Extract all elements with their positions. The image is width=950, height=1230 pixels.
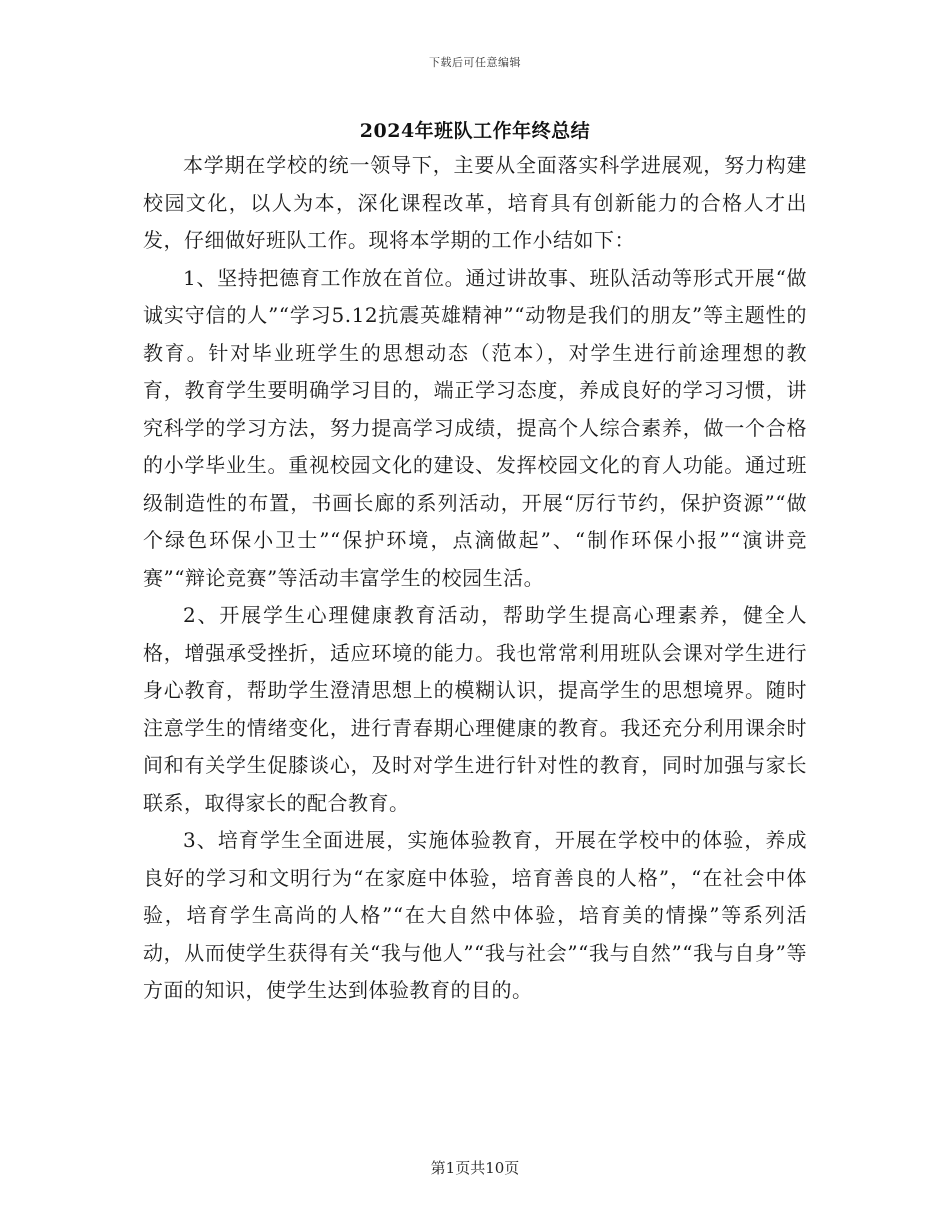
document-title: 2024年班队工作年终总结 <box>359 120 591 142</box>
page-number: 第1页共10页 <box>430 1159 520 1177</box>
paragraph-intro: 本学期在学校的统一领导下，主要从全面落实科学进展观，努力构建校园文化，以人为本，深化课程改革，培育具有创新能力的合格人才出发，仔细做好班队工作。现将本学期的工作小结如下： <box>143 153 807 252</box>
paragraph-item-1: 1、坚持把德育工作放在首位。通过讲故事、班队活动等形式开展“做诚实守信的人”“学习5.12抗震英雄精神”“动物是我们的朋友”等主题性的教育。针对毕业班学生的思想动态（范本），对学生进行前途理想的教育，教育学生要明确学习目的，端正学习态度，养成良好的学习习惯，讲究科学的学习方法，努力提高学习成绩，提高个人综合素养，做一个合格的小学毕业生。重视校园文化的建设、发挥校园文化的育人功能。通过班级制造性的布置，书画长廊的系列活动，开展“厉行节约，保护资源”“做个绿色环保小卫士”“保护环境，点滴做起”、“制作环保小报”“演讲竞赛”“辩论竞赛”等活动丰富学生的校园生活。 <box>143 265 807 590</box>
document-body <box>143 147 807 1010</box>
paragraph-item-3: 3、培育学生全面进展，实施体验教育，开展在学校中的体验，养成良好的学习和文明行为“在家庭中体验，培育善良的人格”，“在社会中体验，培育学生高尚的人格”“在大自然中体验，培育美的情操”等系列活动，从而使学生获得有关“我与他人”“我与社会”“我与自然”“我与自身”等方面的知识，使学生达到体验教育的目的。 <box>143 828 807 1002</box>
page-header-note: 下载后可任意编辑 <box>429 56 521 69</box>
paragraph-item-2: 2、开展学生心理健康教育活动，帮助学生提高心理素养，健全人格，增强承受挫折，适应环境的能力。我也常常利用班队会课对学生进行身心教育，帮助学生澄清思想上的模糊认识，提高学生的思想境界。随时注意学生的情绪变化，进行青春期心理健康的教育。我还充分利用课余时间和有关学生促膝谈心，及时对学生进行针对性的教育，同时加强与家长联系，取得家长的配合教育。 <box>143 603 807 815</box>
